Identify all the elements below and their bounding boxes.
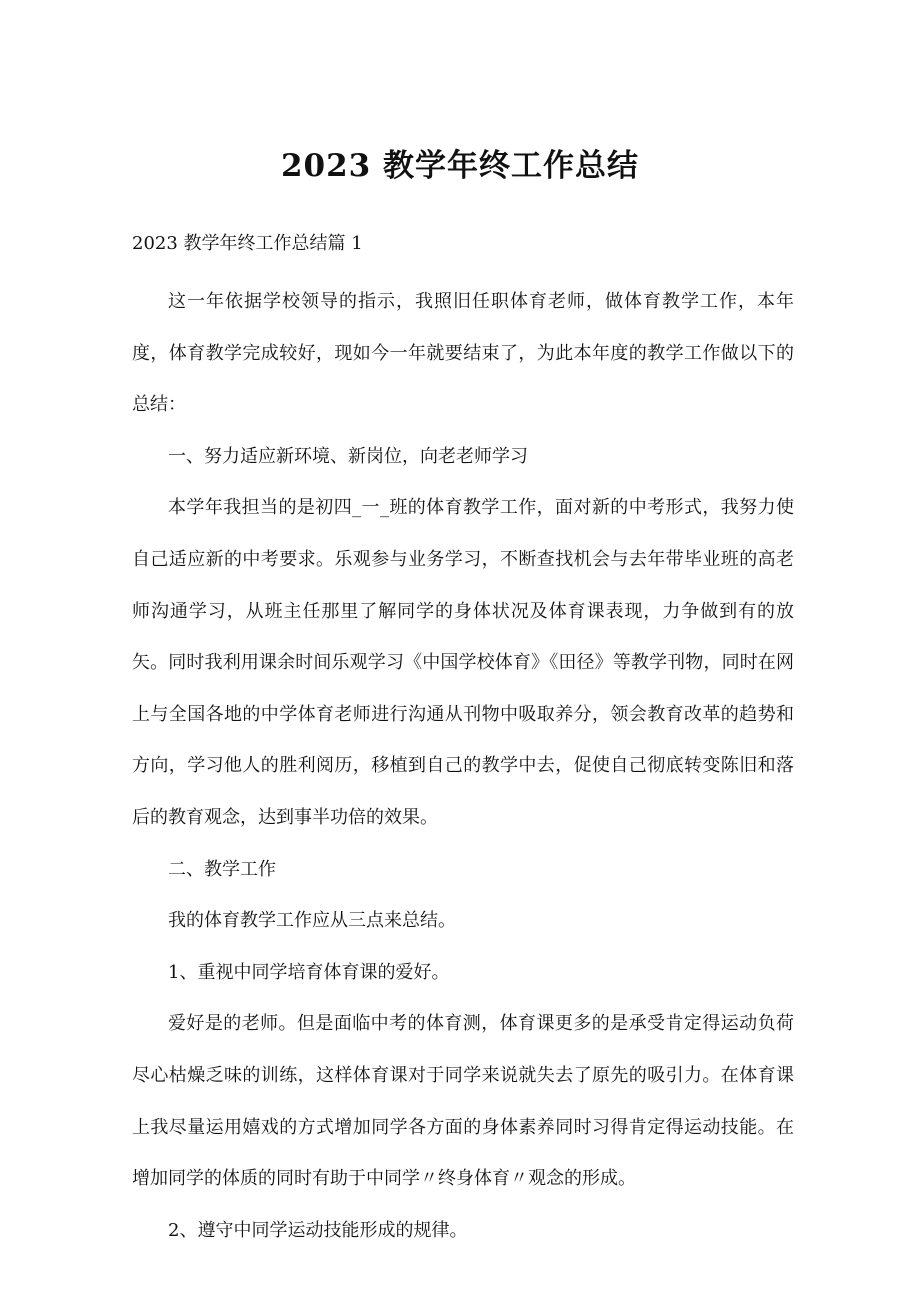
paragraph-point-1: 爱好是的老师。但是面临中考的体育测，体育课更多的是承受肯定得运动负荷尽心枯燥乏味的训练，这样体育课对于同学来说就失去了原先的吸引力。在体育课上我尽量运用嬉戏的方式增加同学各方面的身体素养同时习得肯定得运动技能。在增加同学的体质的同时有助于中同学〃终身体育〃观念的形成。: [132, 1013, 794, 1190]
document-title: 2023 教学年终工作总结: [280, 148, 640, 184]
heading-teaching-work: 二、教学工作: [168, 858, 276, 880]
heading-adapt-environment: 一、努力适应新环境、新岗位，向老老师学习: [168, 445, 528, 467]
document-subtitle: 2023 教学年终工作总结篇 1: [132, 233, 363, 254]
heading-point-2: 2、遵守中同学运动技能形成的规律。: [168, 1219, 468, 1241]
paragraph-three-points: 我的体育教学工作应从三点来总结。: [168, 910, 456, 932]
paragraph-adapt-environment: 本学年我担当的是初四_一_班的体育教学工作，面对新的中考形式，我努力使自己适应新的中考要求。乐观参与业务学习，不断查找机会与去年带毕业班的高老师沟通学习，从班主任那里了解同学的身体状况及体育课表现，力争做到有的放矢。同时我利用课余时间乐观学习《中国学校体育》《田径》等教学刊物，同时在网上与全国各地的中学体育老师进行沟通从刊物中吸取养分，领会教育改革的趋势和方向，学习他人的胜利阅历，移植到自己的教学中去，促使自己彻底转变陈旧和落后的教育观念，达到事半功倍的效果。: [132, 497, 794, 828]
heading-point-1: 1、重视中同学培育体育课的爱好。: [168, 961, 450, 983]
paragraph-intro: 这一年依据学校领导的指示，我照旧任职体育老师，做体育教学工作，本年度，体育教学完成较好，现如今一年就要结束了，为此本年度的教学工作做以下的总结：: [132, 291, 794, 416]
document-body: [132, 276, 794, 1256]
